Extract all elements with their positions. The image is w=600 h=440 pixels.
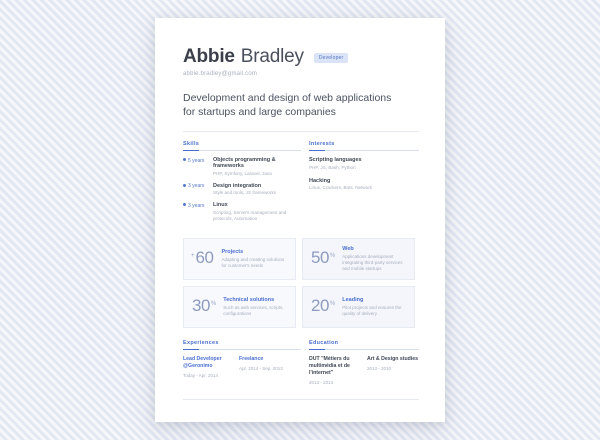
interest-item [309, 178, 419, 192]
interest-item [309, 157, 419, 171]
stat-card [183, 286, 296, 328]
stats-cards [183, 238, 419, 328]
experience-title: Freelance [239, 355, 264, 362]
section-underline [309, 150, 419, 151]
stat-value: 20% [311, 296, 336, 315]
experience-education-section [183, 340, 419, 385]
experiences-column [183, 340, 301, 385]
stat-title: Technical solutions [223, 296, 275, 303]
education-title: Art & Design studies [367, 355, 419, 362]
bullet-dot-icon [183, 184, 186, 187]
skill-desc: Style and tools, JS frameworks [213, 190, 277, 195]
skill-item [183, 202, 301, 222]
skills-section-title: Skills [183, 141, 200, 147]
footer-divider [183, 399, 419, 400]
section-underline [183, 150, 301, 151]
education-section-title: Education [309, 339, 339, 346]
skill-name: Design integration [213, 182, 262, 189]
bullet-dot-icon [183, 203, 186, 206]
resume-page [155, 18, 445, 422]
skill-desc: PHP, Symfony, Laravel, Java [213, 170, 272, 176]
stat-desc: Adapting and creating solutions for customer's needs [221, 256, 285, 268]
stat-value: 50% [311, 248, 336, 267]
stat-value: +60 [191, 248, 214, 267]
email-text: abbie.bradley@gmail.com [183, 71, 258, 77]
education-date: 2013 - 2010 [367, 365, 392, 371]
interest-name: Scripting languages [309, 157, 362, 163]
stat-desc: Such as web services, scripts, configurations [223, 304, 284, 316]
interest-name: Hacking [309, 177, 331, 184]
stat-value: 30% [192, 296, 217, 315]
section-underline [309, 349, 419, 350]
stat-card [302, 286, 415, 328]
experience-title: Lead Developer [183, 355, 222, 362]
stat-title: Projects [221, 248, 244, 255]
skills-interests-section [183, 141, 419, 228]
divider [183, 131, 419, 132]
education-date: 2013 - 2013 [309, 379, 334, 385]
skill-desc: Scripting, Servers management and protocols, Automation [213, 209, 287, 221]
interests-section-title: Interests [309, 141, 335, 147]
stat-title: Leading [342, 296, 364, 303]
stat-desc: Pilot projects and ensures the quality of delivery [342, 304, 402, 316]
first-name: Abbie [183, 46, 235, 67]
skill-years: 5 years [183, 157, 213, 177]
skill-years: 3 years [183, 202, 213, 222]
interest-desc: Linux, Crackers, Bots, Network [309, 185, 373, 190]
experiences-section-title: Experiences [183, 339, 219, 346]
bullet-dot-icon [183, 158, 186, 161]
experience-item [183, 356, 239, 378]
experience-company: @Geronimo [183, 362, 213, 369]
experience-date: Today - Apr. 2014 [183, 372, 219, 378]
experience-date: Apr. 2014 - Sep. 2013 [239, 365, 283, 371]
education-title: DUT "Métiers du multimédia et de l'internet" [309, 355, 350, 376]
section-underline [183, 349, 301, 350]
skill-name: Objects programming & frameworks [213, 157, 276, 169]
stat-desc: Applications development integrating third-party services and mobile startups [342, 253, 403, 271]
stat-card [183, 238, 296, 280]
headline [183, 91, 419, 119]
interests-column [309, 141, 419, 228]
experience-item [239, 356, 295, 378]
education-item [309, 356, 361, 385]
skill-name: Linux [213, 202, 228, 208]
stat-title: Web [342, 245, 354, 252]
name-row [183, 46, 419, 68]
skill-item [183, 183, 301, 197]
status-badge: Developer [314, 53, 349, 63]
skill-years: 3 years [183, 183, 213, 197]
skill-item [183, 157, 301, 177]
last-name: Bradley [240, 46, 304, 67]
stat-card [302, 238, 415, 280]
headline-line-1: Development and design of web applications [183, 92, 392, 104]
skills-column [183, 141, 301, 228]
education-column [309, 340, 419, 385]
headline-line-2: for startups and large companies [183, 106, 336, 118]
stat-prefix: + [191, 252, 195, 259]
interest-desc: PHP, JS, Bash, Python [309, 164, 356, 170]
resume-content [183, 46, 419, 402]
education-item [367, 356, 419, 385]
